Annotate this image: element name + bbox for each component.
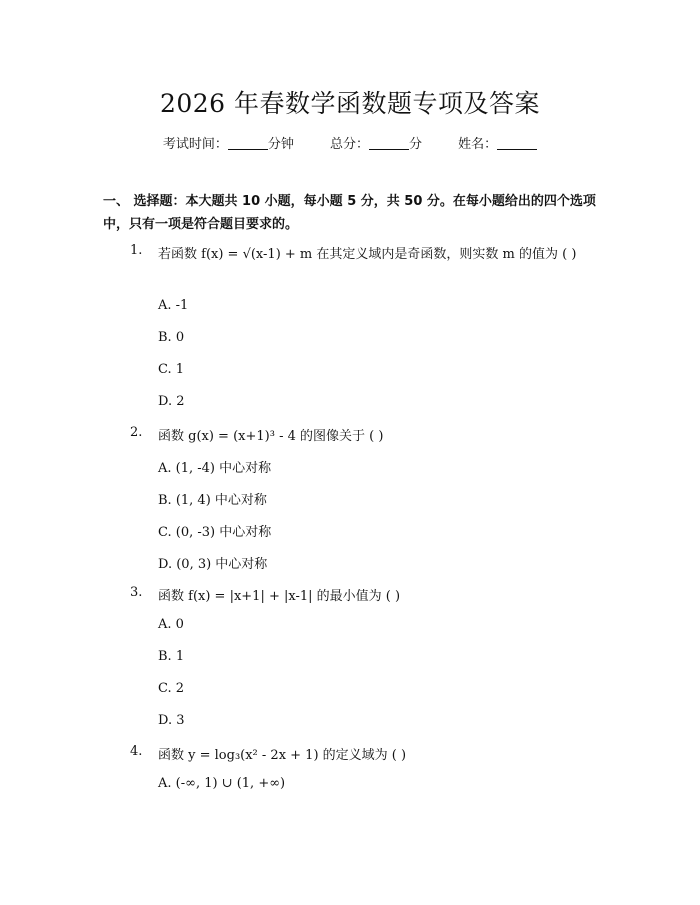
exam-info-line [0,133,700,152]
question-text: 若函数 f(x) = √(x-1) + m 在其定义域内是奇函数，则实数 m 的值为 ( ) [158,247,577,262]
option-4a[interactable]: A. (-∞, 1) ∪ (1, +∞) [158,776,286,791]
question-number: 1. [130,243,143,258]
option-3c[interactable]: C. 2 [158,681,185,696]
option-2c[interactable]: C. (0, -3) 中心对称 [158,525,272,540]
option-2a[interactable]: A. (1, -4) 中心对称 [158,461,272,476]
section-heading: 一、 选择题：本大题共 10 小题，每小题 5 分，共 50 分。在每小题给出的四个选项中，只有一项是符合题目要求的。 [103,194,596,232]
exam-time-unit: 分钟 [267,137,294,152]
exam-time-blank[interactable] [228,137,268,150]
name-blank[interactable] [497,137,537,150]
total-score-field [330,137,426,152]
option-1d[interactable]: D. 2 [158,394,185,409]
total-score-unit: 分 [409,137,423,152]
question-number: 3. [130,585,143,600]
question-text: 函数 g(x) = (x+1)³ - 4 的图像关于 ( ) [158,429,384,444]
option-1c[interactable]: C. 1 [158,362,185,377]
question-text: 函数 f(x) = |x+1| + |x-1| 的最小值为 ( ) [158,589,401,604]
option-3a[interactable]: A. 0 [158,617,184,632]
page-title: 2026 年春数学函数题专项及答案 [159,89,541,118]
option-2d[interactable]: D. (0, 3) 中心对称 [158,557,268,572]
option-3b[interactable]: B. 1 [158,649,185,664]
exam-time-field [163,137,298,152]
question-number: 4. [130,744,143,759]
total-score-blank[interactable] [369,137,409,150]
exam-time-label: 考试时间： [162,137,228,152]
option-1a[interactable]: A. -1 [158,298,189,313]
name-label: 姓名： [458,137,498,152]
total-score-label: 总分： [329,137,369,152]
option-2b[interactable]: B. (1, 4) 中心对称 [158,493,267,508]
question-number: 2. [130,425,143,440]
name-field [458,137,537,152]
option-1b[interactable]: B. 0 [158,330,185,345]
option-3d[interactable]: D. 3 [158,713,185,728]
question-text: 函数 y = log₃(x² - 2x + 1) 的定义域为 ( ) [158,748,407,763]
